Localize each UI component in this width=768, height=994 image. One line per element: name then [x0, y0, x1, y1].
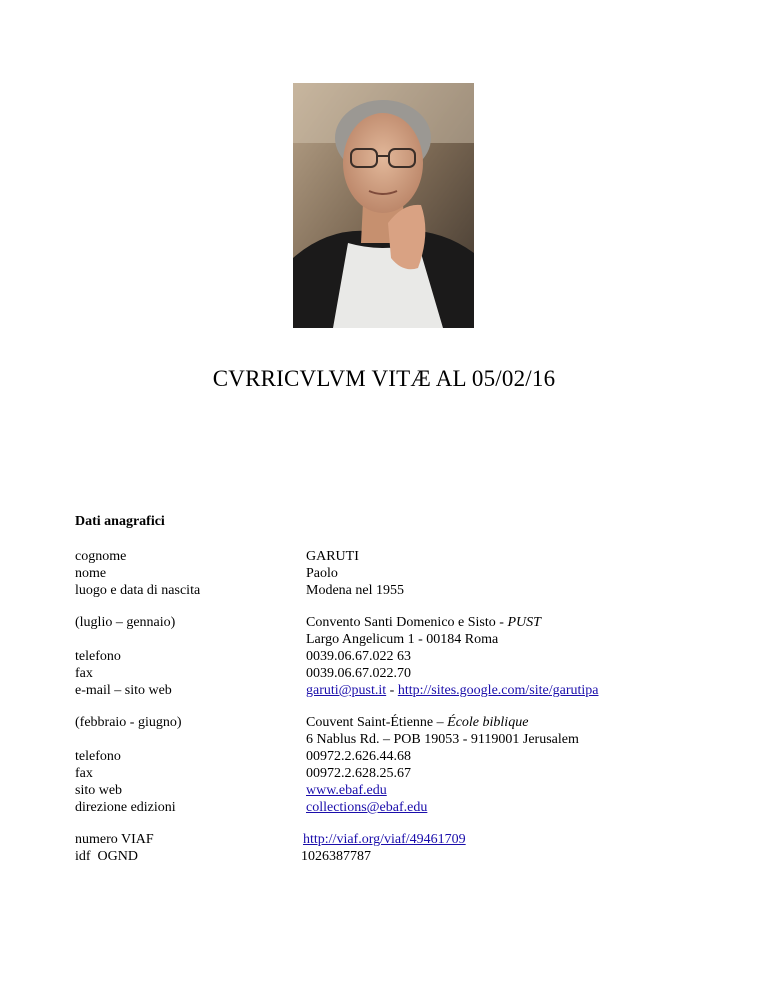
jerusalem-editions-row: [306, 799, 427, 816]
ognd-label: idf OGND: [75, 849, 138, 864]
jerusalem-phone-label: telefono: [75, 749, 121, 764]
jerusalem-convent-name: Couvent Saint-Étienne –: [306, 715, 448, 730]
rome-address-line2: Largo Angelicum 1 - 00184 Roma: [306, 632, 499, 647]
viaf-label: numero VIAF: [75, 832, 154, 847]
rome-fax: 0039.06.67.022.70: [306, 666, 411, 681]
rome-address-line1: [306, 614, 541, 631]
label-nome: nome: [75, 566, 107, 581]
rome-contacts-separator: -: [386, 683, 398, 698]
rome-website-link[interactable]: http://sites.google.com/site/garutipa: [397, 683, 599, 698]
jerusalem-web-label: sito web: [75, 783, 123, 798]
jerusalem-institution-name: École biblique: [447, 715, 529, 730]
rome-phone: 0039.06.67.022 63: [306, 649, 411, 664]
rome-email-link[interactable]: garuti@pust.it: [306, 683, 387, 698]
rome-institution-abbr: PUST: [507, 615, 541, 630]
portrait-image: [293, 83, 474, 328]
rome-contacts: [306, 682, 598, 699]
jerusalem-fax: 00972.2.628.25.67: [306, 766, 411, 781]
jerusalem-period-label: (febbraio - giugno): [75, 715, 182, 730]
rome-phone-label: telefono: [75, 649, 121, 664]
rome-fax-label: fax: [75, 666, 93, 681]
value-luogo-data-nascita: Modena nel 1955: [306, 583, 404, 598]
viaf-link[interactable]: http://viaf.org/viaf/49461709: [303, 832, 466, 847]
jerusalem-website-row: [306, 782, 387, 799]
jerusalem-website-link[interactable]: www.ebaf.edu: [306, 783, 387, 798]
rome-convent-name: Convento Santi Domenico e Sisto -: [306, 615, 508, 630]
portrait-photo: [293, 83, 474, 328]
jerusalem-editions-email-link[interactable]: collections@ebaf.edu: [306, 800, 428, 815]
value-cognome: GARUTI: [306, 549, 359, 564]
ognd-value: 1026387787: [301, 849, 371, 864]
label-cognome: cognome: [75, 549, 127, 564]
document-title: CVRRICVLVM VITÆ AL 05/02/16: [212, 366, 556, 391]
viaf-row: [303, 831, 466, 848]
jerusalem-fax-label: fax: [75, 766, 93, 781]
jerusalem-phone: 00972.2.626.44.68: [306, 749, 411, 764]
label-luogo-data-nascita: luogo e data di nascita: [75, 583, 201, 598]
jerusalem-editions-label: direzione edizioni: [75, 800, 176, 815]
rome-web-label: e-mail – sito web: [75, 683, 172, 698]
value-nome: Paolo: [306, 566, 338, 581]
jerusalem-address-line1: [306, 714, 528, 731]
section-heading: Dati anagrafici: [75, 514, 165, 529]
rome-period-label: (luglio – gennaio): [75, 615, 176, 630]
jerusalem-address-line2: 6 Nablus Rd. – POB 19053 - 9119001 Jerusalem: [306, 732, 579, 747]
